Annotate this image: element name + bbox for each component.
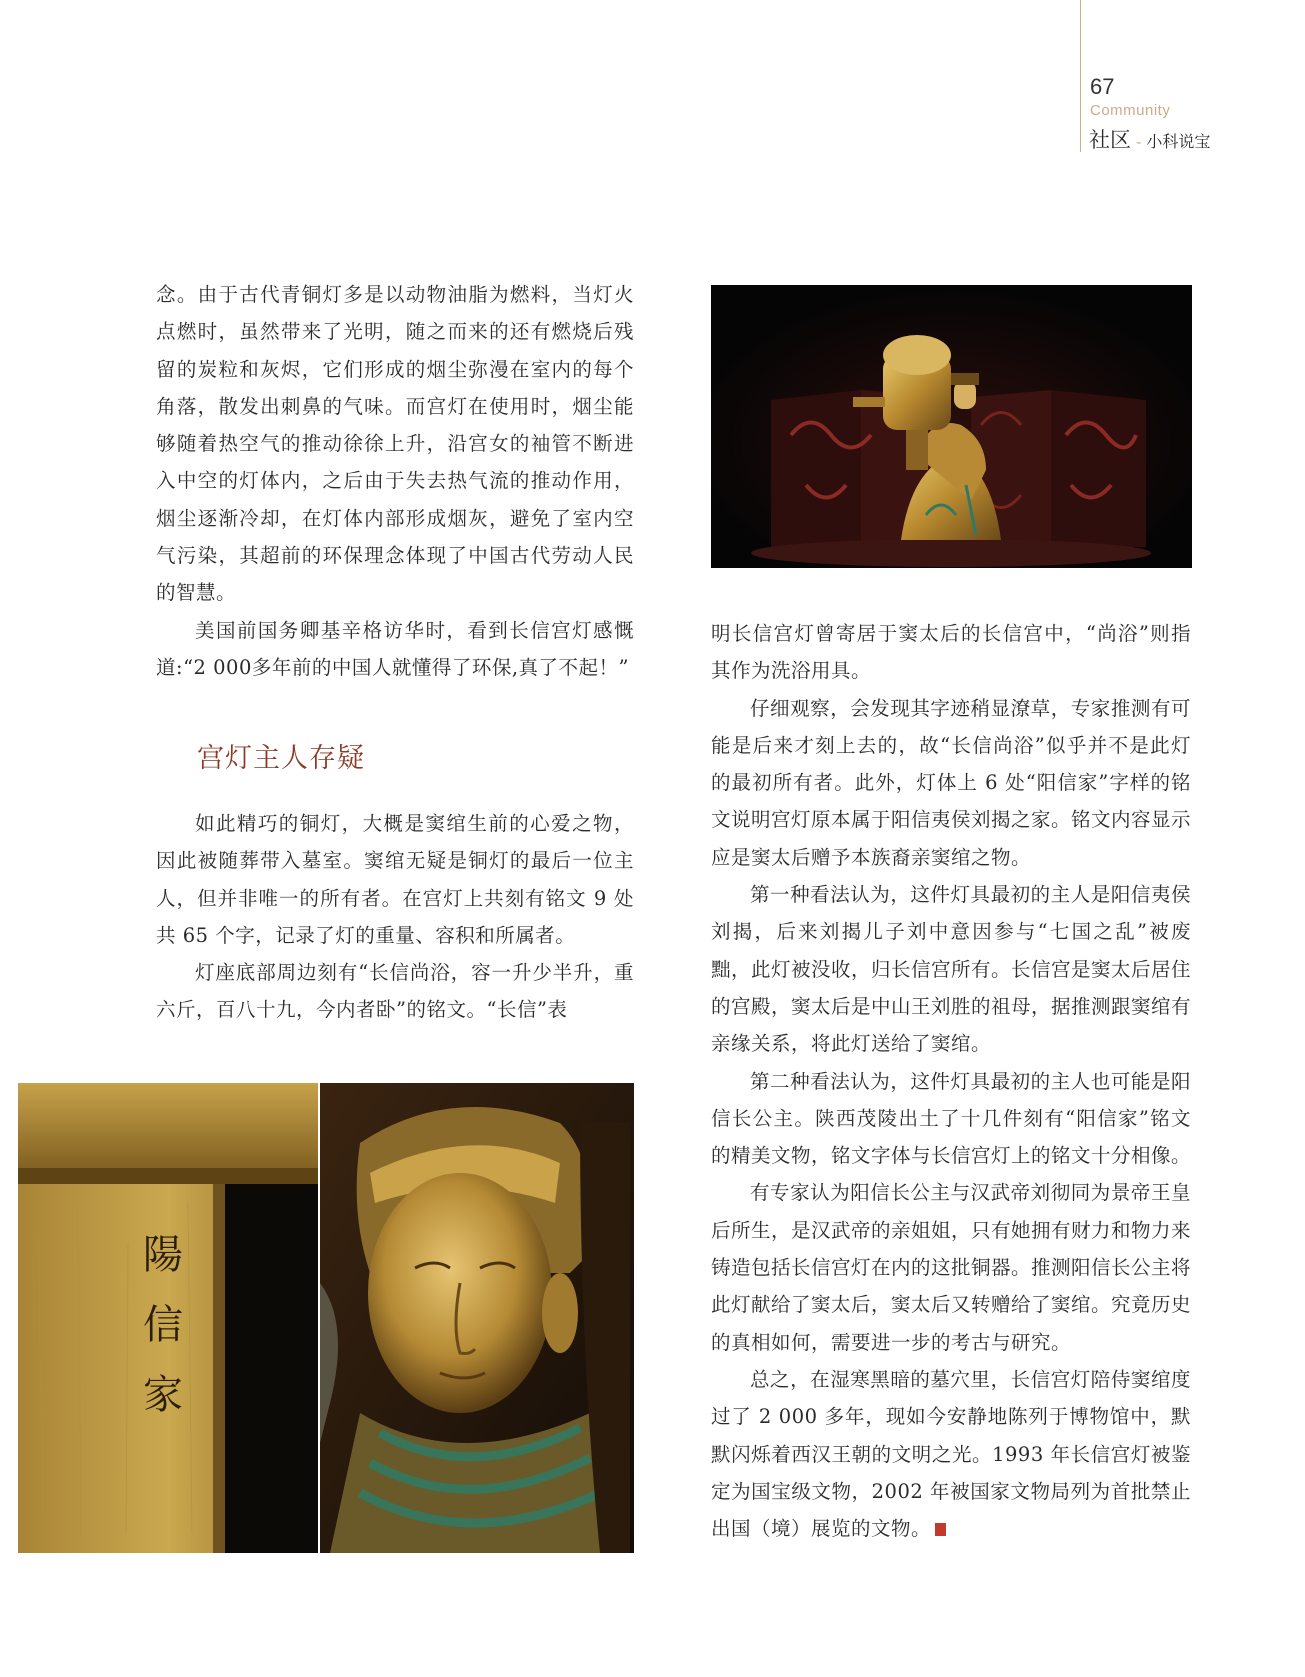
paragraph: 明长信宫灯曾寄居于窦太后的长信宫中，“尚浴”则指其作为洗浴用具。 — [711, 622, 1191, 683]
inscription-char: 信 — [143, 1302, 183, 1348]
header-divider-line — [1080, 0, 1081, 152]
paragraph: 第一种看法认为，这件灯具最初的主人是阳信夷侯刘揭，后来刘揭儿子刘中意因参与“七国之乱”被废黜，此灯被没收，归长信宫所有。长信宫是窦太后居住的宫殿，窦太后是中山王刘胜的祖母，据推测跟窦绾有亲缘关系，将此灯送给了窦绾。 — [711, 883, 1192, 1056]
paragraph: 灯座底部周边刻有“长信尚浴，容一升少半升，重六斤，百八十九，今内者卧”的铭文。“长信”表 — [156, 961, 634, 1022]
left-column-bottom — [156, 805, 634, 1029]
paragraph: 念。由于古代青铜灯多是以动物油脂为燃料，当灯火点燃时，虽然带来了光明，随之而来的还有燃烧后残留的炭粒和灰烬，它们形成的烟尘弥漫在室内的每个角落，散发出刺鼻的气味。而宫灯在使用时，烟尘能够随着热空气的推动徐徐上升，沿宫女的袖管不断进入中空的灯体内，之后由于失去热气流的推动作用，烟尘逐渐冷却，在灯体内部形成烟灰，避免了室内空气污染，其超前的环保理念体现了中国古代劳动人民的智慧。 — [156, 283, 634, 605]
article-end-mark — [935, 1523, 946, 1536]
paragraph: 如此精巧的铜灯，大概是窦绾生前的心爱之物，因此被随葬带入墓室。窦绾无疑是铜灯的最后一位主人，但并非唯一的所有者。在宫灯上共刻有铭文 9 处共 65 个字，记录了灯的重量、容积和所属者。 — [156, 812, 634, 947]
right-column — [711, 615, 1191, 1547]
inscription-photo — [18, 1083, 318, 1553]
section-heading: 宫灯主人存疑 — [197, 743, 365, 774]
paragraph: 有专家认为阳信长公主与汉武帝刘彻同为景帝王皇后所生，是汉武帝的亲姐姐，只有她拥有财力和物力来铸造包括长信宫灯在内的这批铜器。推测阳信长公主将此灯献给了窦太后，窦太后又转赠给了窦绾。究竟历史的真相如何，需要进一步的考古与研究。 — [711, 1181, 1192, 1354]
paragraph: 仔细观察，会发现其字迹稍显潦草，专家推测有可能是后来才刻上去的，故“长信尚浴”似乎并不是此灯的最初所有者。此外，灯体上 6 处“阳信家”字样的铭文说明宫灯原本属于阳信夷侯刘揭之家。铭文内容显示应是窦太后赠予本族裔亲窦绾之物。 — [711, 696, 1192, 869]
column-name: 小科说宝 — [1146, 132, 1211, 151]
paragraph — [711, 1361, 1191, 1547]
maid-face-photo — [320, 1083, 634, 1553]
lamp-photo — [711, 285, 1192, 568]
page-number: 67 — [1090, 74, 1115, 99]
paragraph: 美国前国务卿基辛格访华时，看到长信宫灯感慨道:“2 000多年前的中国人就懂得了环保,真了不起！” — [156, 618, 634, 679]
paragraph-text: 总之，在湿寒黑暗的墓穴里，长信宫灯陪侍窦绾度过了 2 000 多年，现如今安静地陈列于博物馆中，默默闪烁着西汉王朝的文明之光。1993 年长信宫灯被鉴定为国宝级文物，2002 年被国家文物局列为首批禁止出国（境）展览的文物。 — [711, 1367, 1191, 1541]
inscription-char: 陽 — [143, 1232, 183, 1278]
section-separator: - — [1136, 133, 1142, 151]
inscription-char: 家 — [143, 1372, 183, 1418]
section-chinese: 社区 — [1089, 128, 1131, 152]
paragraph: 第二种看法认为，这件灯具最初的主人也可能是阳信长公主。陕西茂陵出土了十几件刻有“阳信家”铭文的精美文物，铭文字体与长信宫灯上的铭文十分相像。 — [711, 1069, 1192, 1168]
left-column-top — [156, 276, 634, 686]
section-title — [1089, 124, 1210, 154]
section-english: Community — [1090, 102, 1171, 119]
